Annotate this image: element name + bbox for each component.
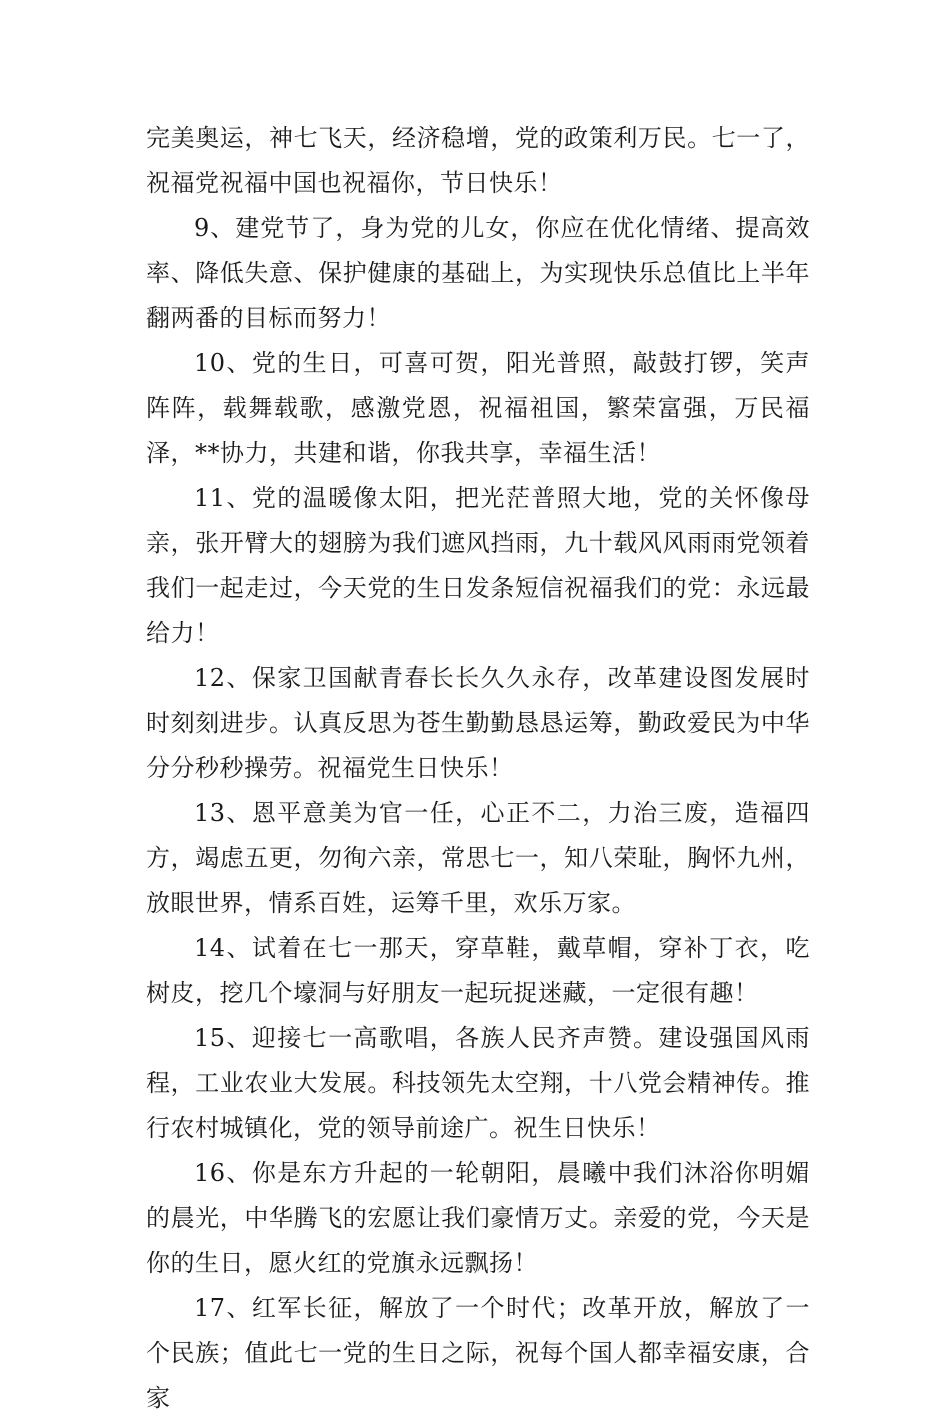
paragraph-item-11: 11、党的温暖像太阳，把光茫普照大地，党的关怀像母亲，张开臂大的翅膀为我们遮风挡雨，九十载风风雨雨党领着我们一起走过，今天党的生日发条短信祝福我们的党：永远最给力！ [146,484,810,647]
paragraph-item-17: 17、红军长征，解放了一个时代；改革开放，解放了一个民族；值此七一党的生日之际，祝每个国人都幸福安康，合家 [146,1294,810,1412]
paragraph-item-9: 9、建党节了，身为党的儿女，你应在优化情绪、提高效率、降低失意、保护健康的基础上，为实现快乐总值比上半年翻两番的目标而努力！ [146,214,810,332]
paragraph-item-14: 14、试着在七一那天，穿草鞋，戴草帽，穿补丁衣，吃树皮，挖几个壕洞与好朋友一起玩捉迷藏，一定很有趣！ [146,934,810,1007]
document-body [146,116,810,1421]
paragraph-item-13: 13、恩平意美为官一任，心正不二，力治三废，造福四方，竭虑五更，勿徇六亲，常思七一，知八荣耻，胸怀九州，放眼世界，情系百姓，运筹千里，欢乐万家。 [146,799,810,917]
paragraph-item-16: 16、你是东方升起的一轮朝阳，晨曦中我们沐浴你明媚的晨光，中华腾飞的宏愿让我们豪情万丈。亲爱的党，今天是你的生日，愿火红的党旗永远飘扬！ [146,1159,810,1277]
paragraph-item-12: 12、保家卫国献青春长长久久永存，改革建设图发展时时刻刻进步。认真反思为苍生勤勤恳恳运筹，勤政爱民为中华分分秒秒操劳。祝福党生日快乐！ [146,664,810,782]
paragraph-item-10: 10、党的生日，可喜可贺，阳光普照，敲鼓打锣，笑声阵阵，载舞载歌，感激党恩，祝福祖国，繁荣富强，万民福泽，**协力，共建和谐，你我共享，幸福生活！ [146,349,810,467]
paragraph-continuation: 完美奥运，神七飞天，经济稳增，党的政策利万民。七一了，祝福党祝福中国也祝福你，节日快乐！ [146,124,810,197]
paragraph-item-15: 15、迎接七一高歌唱，各族人民齐声赞。建设强国风雨程，工业农业大发展。科技领先太空翔，十八党会精神传。推行农村城镇化，党的领导前途广。祝生日快乐！ [146,1024,810,1142]
